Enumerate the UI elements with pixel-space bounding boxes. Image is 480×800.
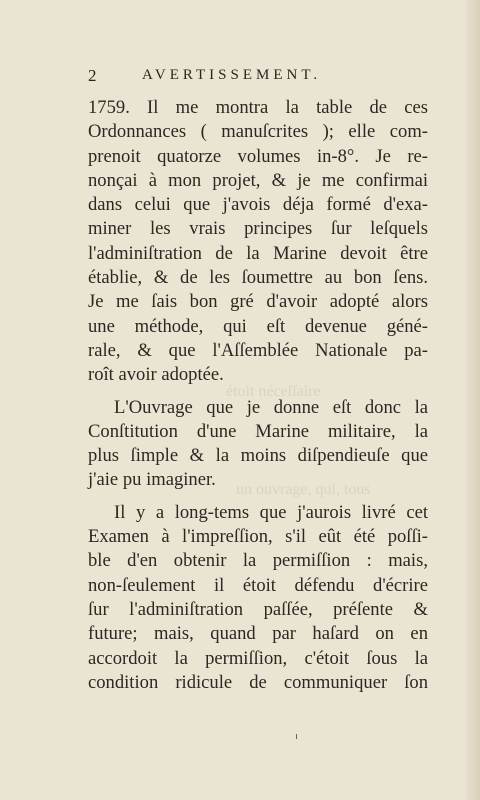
text-line: établie, & de les ſoumettre au bon ſens. (88, 267, 428, 289)
text-line: Il y a long-tems que j'aurois livré cet (114, 501, 428, 523)
text-line: future; mais, quand par haſard on en (88, 623, 428, 645)
text-line: l'adminiſtration de la Marine devoit être (88, 242, 428, 264)
text-line: Ordonnances ( manuſcrites ); elle com- (88, 121, 428, 143)
text-line: plus ſimple & la moins diſpendieuſe que (88, 445, 428, 467)
text-line: miner les vrais principes ſur leſquels (88, 218, 428, 240)
show-through-text: étoit néceſſaire (226, 383, 321, 400)
page-number: 2 (88, 66, 97, 85)
text-line: dans celui que j'avois déja formé d'exa- (88, 194, 428, 216)
text-line: condition ridicule de communiquer ſon (88, 671, 428, 693)
text-line: roît avoir adoptée. (88, 364, 224, 386)
text-line: ble d'en obtenir la permiſſion : mais, (88, 550, 428, 572)
text-line: j'aie pu imaginer. (88, 469, 216, 491)
page-header (88, 66, 388, 90)
text-line: rale, & que l'Aſſemblée Nationale pa- (88, 339, 428, 361)
text-line: prenoit quatorze volumes in-8°. Je re- (88, 145, 428, 167)
body-text (88, 96, 428, 695)
ink-mark (296, 734, 297, 739)
running-head: AVERTISSEMENT. (142, 67, 322, 83)
show-through-text: un ouvrage, qui, tous (236, 481, 371, 498)
text-line: ſur l'adminiſtration paſſée, préſente & (88, 598, 428, 620)
text-line: Conſtitution d'une Marine militaire, la (88, 420, 428, 442)
text-line: nonçai à mon projet, & je me confirmai (88, 169, 428, 191)
text-line: Examen à l'impreſſion, s'il eût été poſſi- (88, 526, 428, 548)
text-line: 1759. Il me montra la table de ces (88, 97, 428, 118)
text-line: Je me ſais bon gré d'avoir adopté alors (88, 291, 428, 313)
text-line: non-ſeulement il étoit défendu d'écrire (88, 574, 428, 596)
page-gutter-shadow (466, 0, 480, 800)
text-line: une méthode, qui eſt devenue géné- (88, 315, 428, 337)
text-line: accordoit la permiſſion, c'étoit ſous la (88, 647, 428, 669)
text-line: L'Ouvrage que je donne eſt donc la (114, 396, 428, 418)
